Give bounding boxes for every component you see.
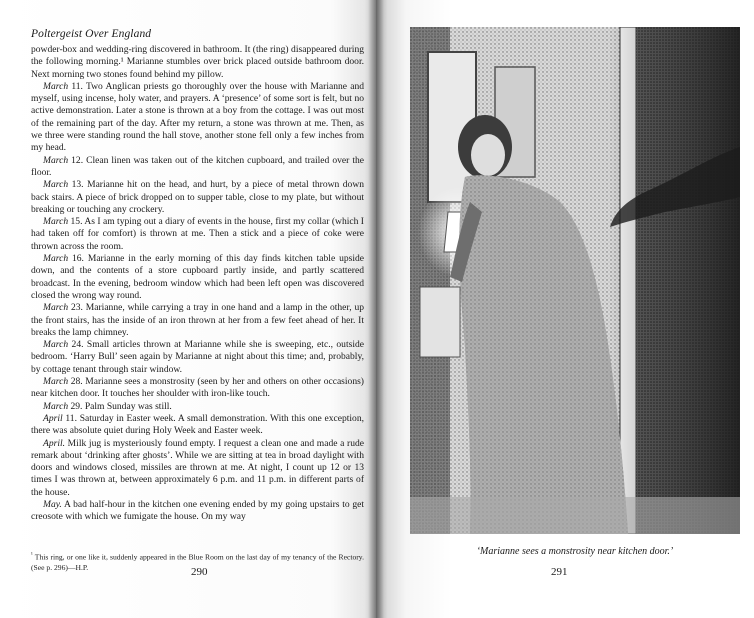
paragraph — [31, 179, 364, 216]
date-lead: March — [43, 253, 69, 265]
paragraph-text: 28. Marianne sees a monstrosity (seen by her and others on other occasions) near kitchen door. It touches her shoulder with iron-like touch. — [31, 376, 364, 400]
paragraph-text: A bad half-hour in the kitchen one evening ended by my going upstairs to get creosote with which we fumigate the house. On my way — [31, 498, 364, 523]
paragraph-text: 23. Marianne, while carrying a tray in one hand and a lamp in the other, up the front stairs, has the inside of an iron thrown at her from a few feet ahead of her. It breaks the lamp chimney. — [31, 302, 364, 338]
paragraph-text: Milk jug is mysteriously found empty. I request a clean one and made a rude remark about ‘drinking after ghosts’. While we are sitting at tea in broad daylight with doors and windows closed, missiles are thrown at me. At night, I count up 12 or 13 times I was thrown at, between approximately 6 p.m. and 11 p.m. in different parts of the house. — [31, 437, 364, 498]
page-number-right: 291 — [551, 566, 568, 578]
running-head: Poltergeist Over England — [31, 28, 152, 40]
book-gutter — [368, 0, 384, 618]
page-number-left: 290 — [191, 566, 208, 578]
paragraph — [31, 438, 364, 499]
paragraph-text: 24. Small articles thrown at Marianne while she is sweeping, etc., outside bedroom. ‘Harry Bull’ seen again by Marianne at night about this time; and, probably, by cottage tenant through stair window. — [31, 339, 364, 375]
date-lead: March — [43, 80, 69, 92]
paragraph — [31, 401, 364, 413]
engraving-picture — [410, 27, 740, 534]
paragraph-text: powder-box and wedding-ring discovered in bathroom. It (the ring) disappeared during the following morning.¹ Marianne stumbles over brick placed outside bathroom door. Next morning two stones found behind my pillow. — [31, 44, 364, 80]
date-lead: March — [43, 302, 69, 314]
date-lead: March — [43, 179, 69, 191]
date-lead: March — [43, 216, 69, 228]
paragraph — [31, 339, 364, 376]
paragraph-text: 16. Marianne in the early morning of this day finds kitchen table upside down, and the contents of a store cupboard partly inside, and partly scattered broadcast. In the evening, bedroom window which had been left open was discovered closed the wrong way round. — [31, 253, 364, 301]
paragraph — [31, 499, 364, 524]
date-lead: March — [43, 376, 69, 388]
date-lead: March — [43, 154, 69, 166]
footnote-text: This ring, or one like it, suddenly appeared in the Blue Room on the last day of my tenancy of the Rectory. (See p. 296)—H.P. — [31, 552, 364, 572]
paragraph — [31, 413, 364, 438]
illustration-marianne-at-door — [410, 27, 740, 534]
footnote-mark: ¹ — [31, 552, 33, 558]
paragraph — [31, 81, 364, 155]
paragraph-text: 29. Palm Sunday was still. — [68, 400, 172, 412]
date-lead: April. — [43, 437, 66, 449]
paragraph — [31, 44, 364, 81]
paragraph — [31, 155, 364, 180]
body-text — [31, 44, 364, 524]
paragraph — [31, 216, 364, 253]
paragraph-text: 11. Saturday in Easter week. A small demonstration. With this one exception, there was absolute quiet during Holy Week and Easter week. — [31, 412, 364, 437]
paragraph-text: 12. Clean linen was taken out of the kitchen cupboard, and trailed over the floor. — [31, 154, 364, 178]
paragraph — [31, 376, 364, 401]
paragraph-text: 13. Marianne hit on the head, and hurt, by a piece of metal thrown down back stairs. A piece of brick dropped on to supper table, close to my plate, but without breaking or touching any crockery. — [31, 179, 364, 215]
paragraph-text: 15. As I am typing out a diary of events in the house, first my collar (which I had taken off for comfort) is thrown at me. Then a stick and a piece of coke were thrown across the room. — [31, 216, 364, 252]
date-lead: April — [43, 412, 63, 424]
illustration-caption: ‘Marianne sees a monstrosity near kitchen door.’ — [476, 546, 674, 557]
paragraph-text: 11. Two Anglican priests go thoroughly over the house with Marianne and myself, using incense, holy water, and prayers. A ‘presence’ of some sort is felt, but no active demonstration. Later a stone is thrown at a boy from the cottage. I was out most of the remaining part of the day. After my return, a stone was thrown at me. Then, as we three were standing round the hall stove, another stone fell only a few inches from my head. — [31, 80, 364, 154]
date-lead: May. — [43, 498, 62, 510]
paragraph — [31, 253, 364, 302]
paragraph — [31, 302, 364, 339]
date-lead: March — [43, 339, 69, 351]
date-lead: March — [43, 400, 69, 412]
